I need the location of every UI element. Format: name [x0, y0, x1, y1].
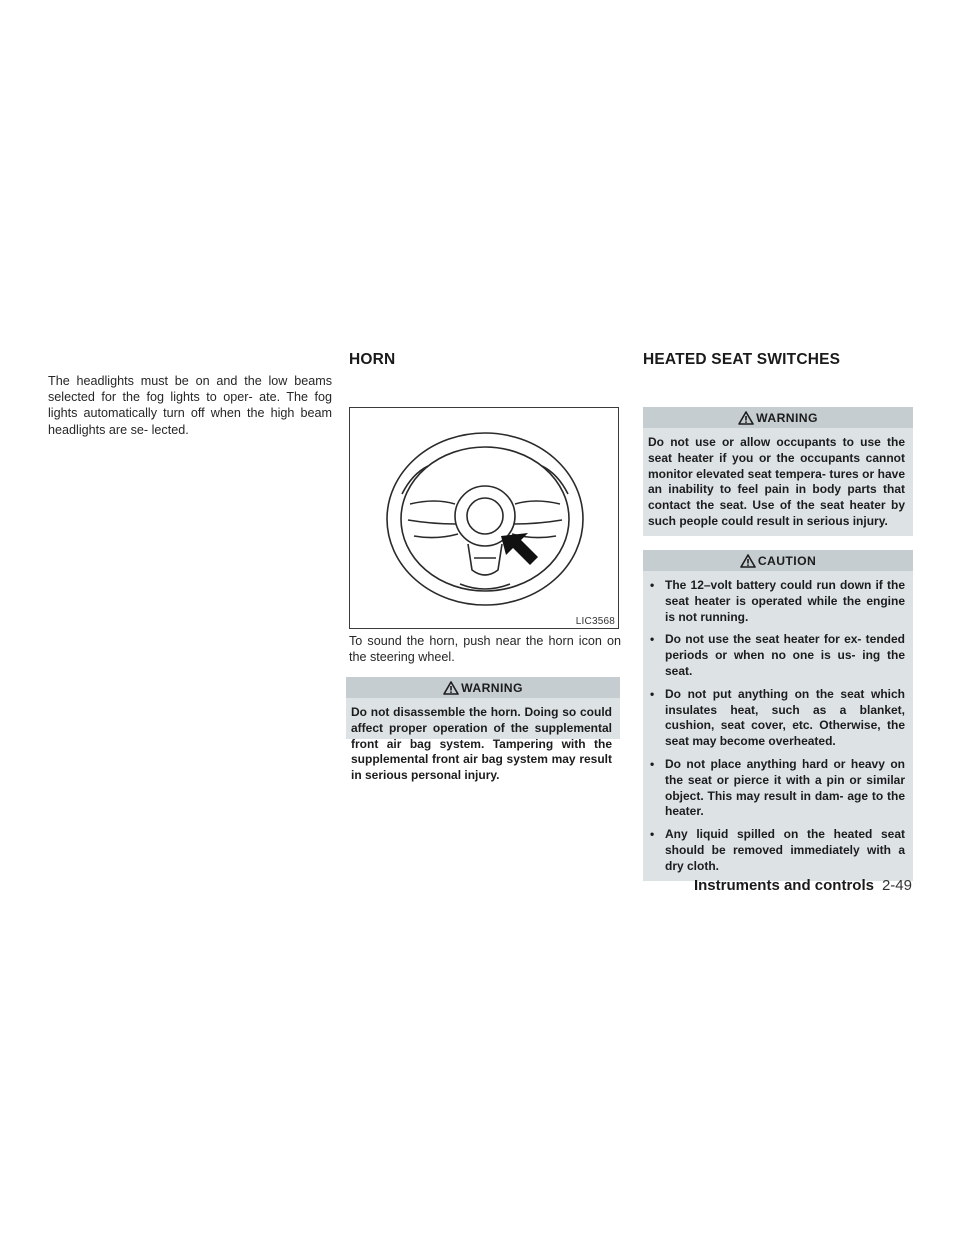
heated-seat-caution-body	[643, 571, 913, 881]
heated-seat-caution-header	[643, 550, 913, 571]
heated-seat-caution-title: CAUTION	[757, 553, 817, 568]
caution-list	[648, 578, 905, 875]
horn-warning-box	[346, 677, 620, 783]
horn-heading: HORN	[349, 351, 396, 368]
horn-paragraph: To sound the horn, push near the horn icon on the steering wheel.	[349, 634, 621, 665]
caution-item: • Do not put anything on the seat which insulates heat, such as a blanket, cushion, seat cover, etc. Otherwise, the seat may become overheated.	[648, 687, 905, 750]
page-number: 2-49	[881, 877, 912, 894]
warning-triangle-icon	[738, 411, 754, 425]
heated-seat-warning-header	[643, 407, 913, 428]
caution-item: • Do not use the seat heater for ex- tended periods or when no one is us- ing the seat.	[648, 632, 905, 679]
horn-column	[349, 633, 621, 665]
steering-wheel-illustration	[350, 408, 620, 630]
heated-seat-caution-box	[643, 550, 913, 881]
figure-label: LIC3568	[575, 616, 615, 627]
heated-seat-warning-box	[643, 407, 913, 536]
horn-warning-header	[346, 677, 620, 698]
fog-lights-paragraph: The headlights must be on and the low beams selected for the fog lights to oper- ate. The fog lights automatically turn off when the high beam headlights are se- lected.	[48, 374, 332, 437]
heated-seat-warning-title: WARNING	[756, 410, 818, 425]
warning-triangle-icon	[740, 554, 756, 568]
caution-item: • Any liquid spilled on the heated seat should be removed immediately with a dry cloth.	[648, 827, 905, 874]
heated-seat-warning-text: Do not use or allow occupants to use the seat heater if you or the occupants cannot monitor elevated seat tempera- tures or have an inability to feel pain in body parts that contact the seat. Use of the seat heater by such people could result in serious injury.	[648, 435, 905, 528]
steering-wheel-figure	[349, 407, 619, 629]
caution-item: • Do not place anything hard or heavy on the seat or pierce it with a pin or similar object. This may result in dam- age to the heater.	[648, 757, 905, 820]
caution-item: • The 12–volt battery could run down if the seat heater is operated while the engine is not running.	[648, 578, 905, 625]
horn-warning-text: Do not disassemble the horn. Doing so could affect proper operation of the supplemental front air bag system. Tampering with the supplemental front air bag system may result in serious personal injury.	[351, 705, 612, 783]
page-footer	[694, 877, 912, 894]
left-column	[48, 373, 332, 438]
warning-triangle-icon	[443, 681, 459, 695]
footer-section-title: Instruments and controls	[693, 877, 874, 894]
heated-seat-switches-heading: HEATED SEAT SWITCHES	[643, 351, 841, 368]
horn-warning-title: WARNING	[461, 680, 523, 695]
